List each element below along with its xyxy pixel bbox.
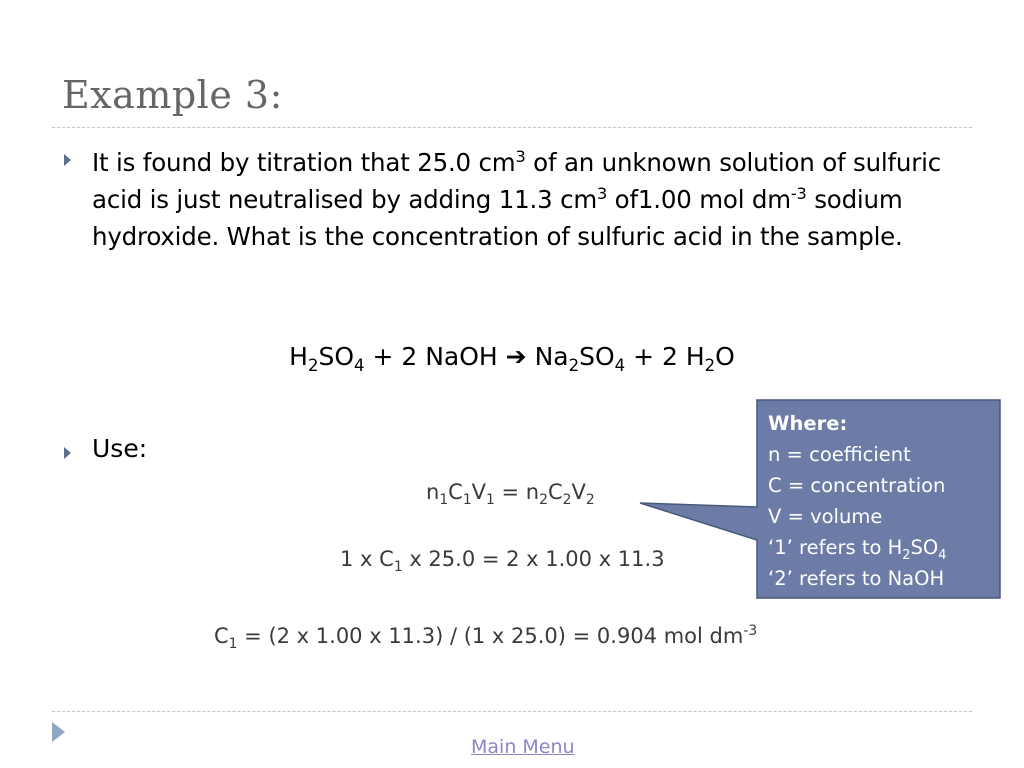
callout-heading: Where:: [768, 412, 848, 435]
reaction-arrow-icon: ➔: [505, 342, 527, 371]
balanced-equation: $H_2SO_4 + 2$ NaOH ➔ $Na_2SO_4 + 2$ $H_2O$: [289, 342, 735, 375]
nav-arrow-icon[interactable]: [52, 722, 65, 742]
callout-line: C = concentration: [768, 474, 946, 497]
result-line: $C_1 = (2$ x 1.00 x 11.3) / (1 x 25.0) = 0.904 mol $dm^{-3}$: [214, 623, 758, 653]
main-menu-link[interactable]: Main Menu: [471, 736, 575, 758]
use-label: Use:: [92, 434, 148, 463]
callout-line: ‘2’ refers to NaOH: [768, 567, 945, 590]
substitution-line: 1 x $C_1$ x 25.0 = 2 x 1.00 x 11.3: [340, 547, 665, 576]
callout-line: V = volume: [768, 505, 883, 528]
dilution-formula: $n_1C_1V_1 = n_2C_2V_2$: [426, 480, 595, 509]
callout-line: ‘1’ refers to $H_2SO_4$: [768, 536, 947, 563]
slide-title: Example 3:: [62, 73, 283, 117]
legend-callout: [756, 400, 1000, 598]
footer-divider: [52, 711, 972, 712]
question-paragraph: It is found by titration that 25.0 $cm^3$ of an unknown solution of sulfuric acid is just neutralised by adding 11.3 $cm^3$ of1.00 mol $dm^{-3}$ sodium hydroxide. What is the concentration of sulfuric acid in the sample.: [92, 146, 942, 251]
callout-line: n = coefficient: [768, 443, 911, 466]
